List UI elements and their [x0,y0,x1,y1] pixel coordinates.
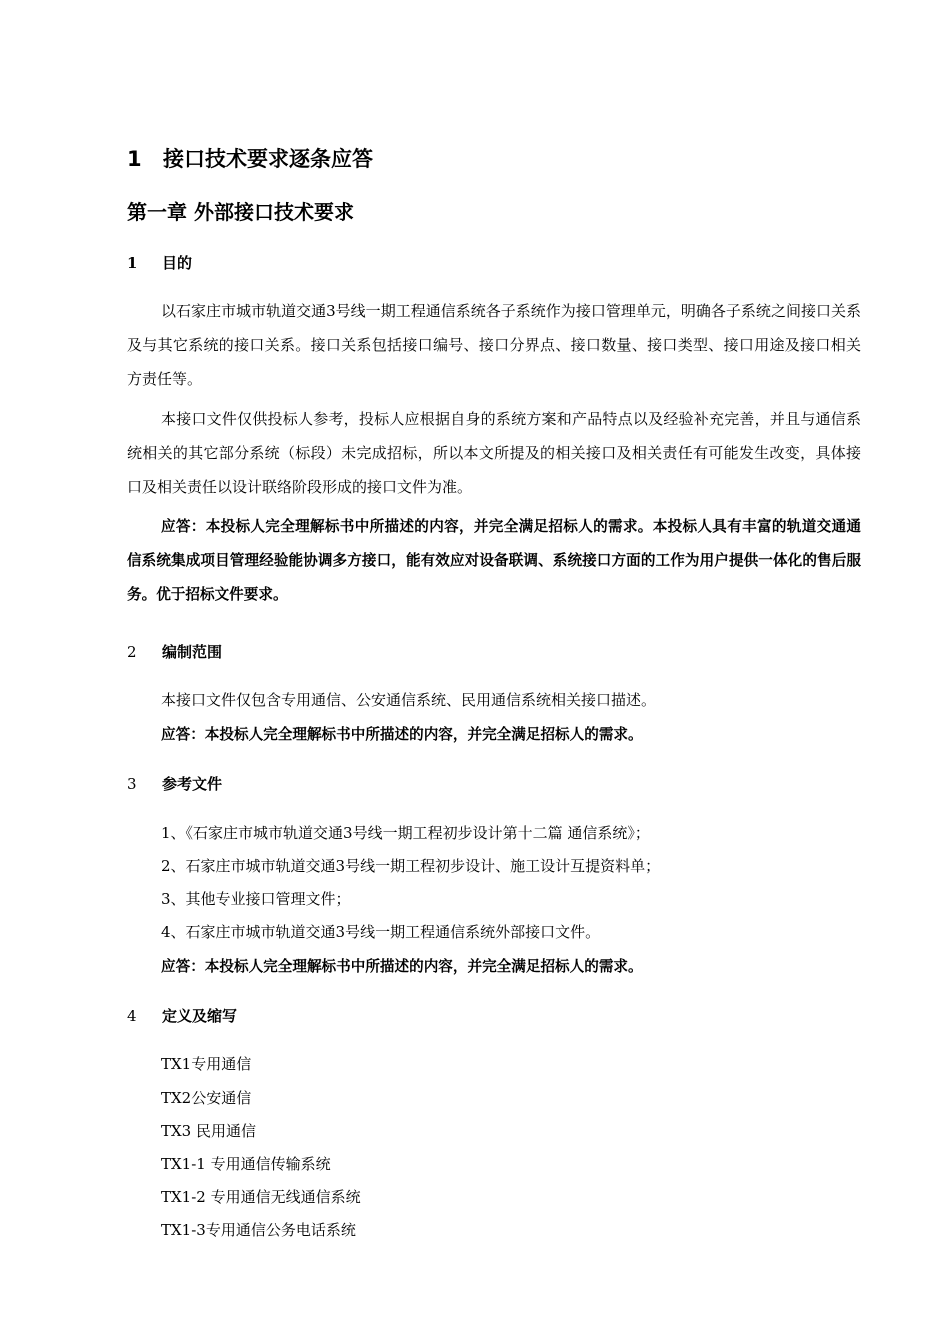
heading-1-number: 1 [127,147,142,171]
heading-1 [127,143,373,173]
section-2-answer: 应答：本投标人完全理解标书中所描述的内容，并完全满足招标人的需求。 [161,726,643,743]
abbreviation-item: TX3 民用通信 [161,1122,256,1140]
abbreviation-item: TX2公安通信 [161,1089,252,1107]
section-title: 编制范围 [162,643,223,661]
section-3-heading [127,773,222,794]
section-number: 2 [127,643,137,661]
section-number: 3 [127,775,137,793]
reference-item-3: 3、其他专业接口管理文件； [161,890,351,908]
section-2-line: 本接口文件仅包含专用通信、公安通信系统、民用通信系统相关接口描述。 [161,691,657,709]
section-number: 1 [127,254,138,272]
section-1-paragraph-2: 本接口文件仅供投标人参考，投标人应根据自身的系统方案和产品特点以及经验补充完善，并且与通信系统相关的其它部分系统（标段）未完成招标，所以本文所提及的相关接口及相关责任有可能发生改变，具体接口及相关责任以设计联络阶段形成的接口文件为准。 [127,410,861,496]
reference-item-1: 1、《石家庄市城市轨道交通3号线一期工程初步设计第十二篇 通信系统》； [161,824,650,842]
section-4-heading [127,1005,237,1026]
section-1-paragraph-1: 以石家庄市城市轨道交通3号线一期工程通信系统各子系统作为接口管理单元，明确各子系统之间接口关系及与其它系统的接口关系。接口关系包括接口编号、接口分界点、接口数量、接口类型、接口用途及接口相关方责任等。 [127,302,861,388]
abbreviation-item: TX1-3专用通信公务电话系统 [161,1221,356,1239]
section-title: 目的 [162,254,193,272]
chapter-title: 第一章 外部接口技术要求 [127,200,354,224]
section-number: 4 [127,1007,137,1025]
section-1-answer: 应答：本投标人完全理解标书中所描述的内容，并完全满足招标人的需求。本投标人具有丰富的轨道交通通信系统集成项目管理经验能协调多方接口，能有效应对设备联调、系统接口方面的工作为用户提供一体化的售后服务。优于招标文件要求。 [127,518,861,603]
abbreviation-item: TX1-2 专用通信无线通信系统 [161,1188,361,1206]
section-2-heading [127,641,222,662]
abbreviation-item: TX1-1 专用通信传输系统 [161,1155,331,1173]
abbreviation-item: TX1专用通信 [161,1055,252,1073]
reference-item-2: 2、石家庄市城市轨道交通3号线一期工程初步设计、施工设计互提资料单； [161,857,661,875]
section-3-answer: 应答：本投标人完全理解标书中所描述的内容，并完全满足招标人的需求。 [161,958,643,975]
reference-item-4: 4、石家庄市城市轨道交通3号线一期工程通信系统外部接口文件。 [161,923,601,941]
heading-1-title: 接口技术要求逐条应答 [163,147,373,171]
section-title: 参考文件 [162,775,223,793]
section-title: 定义及缩写 [162,1007,238,1025]
section-1-heading [127,252,192,273]
